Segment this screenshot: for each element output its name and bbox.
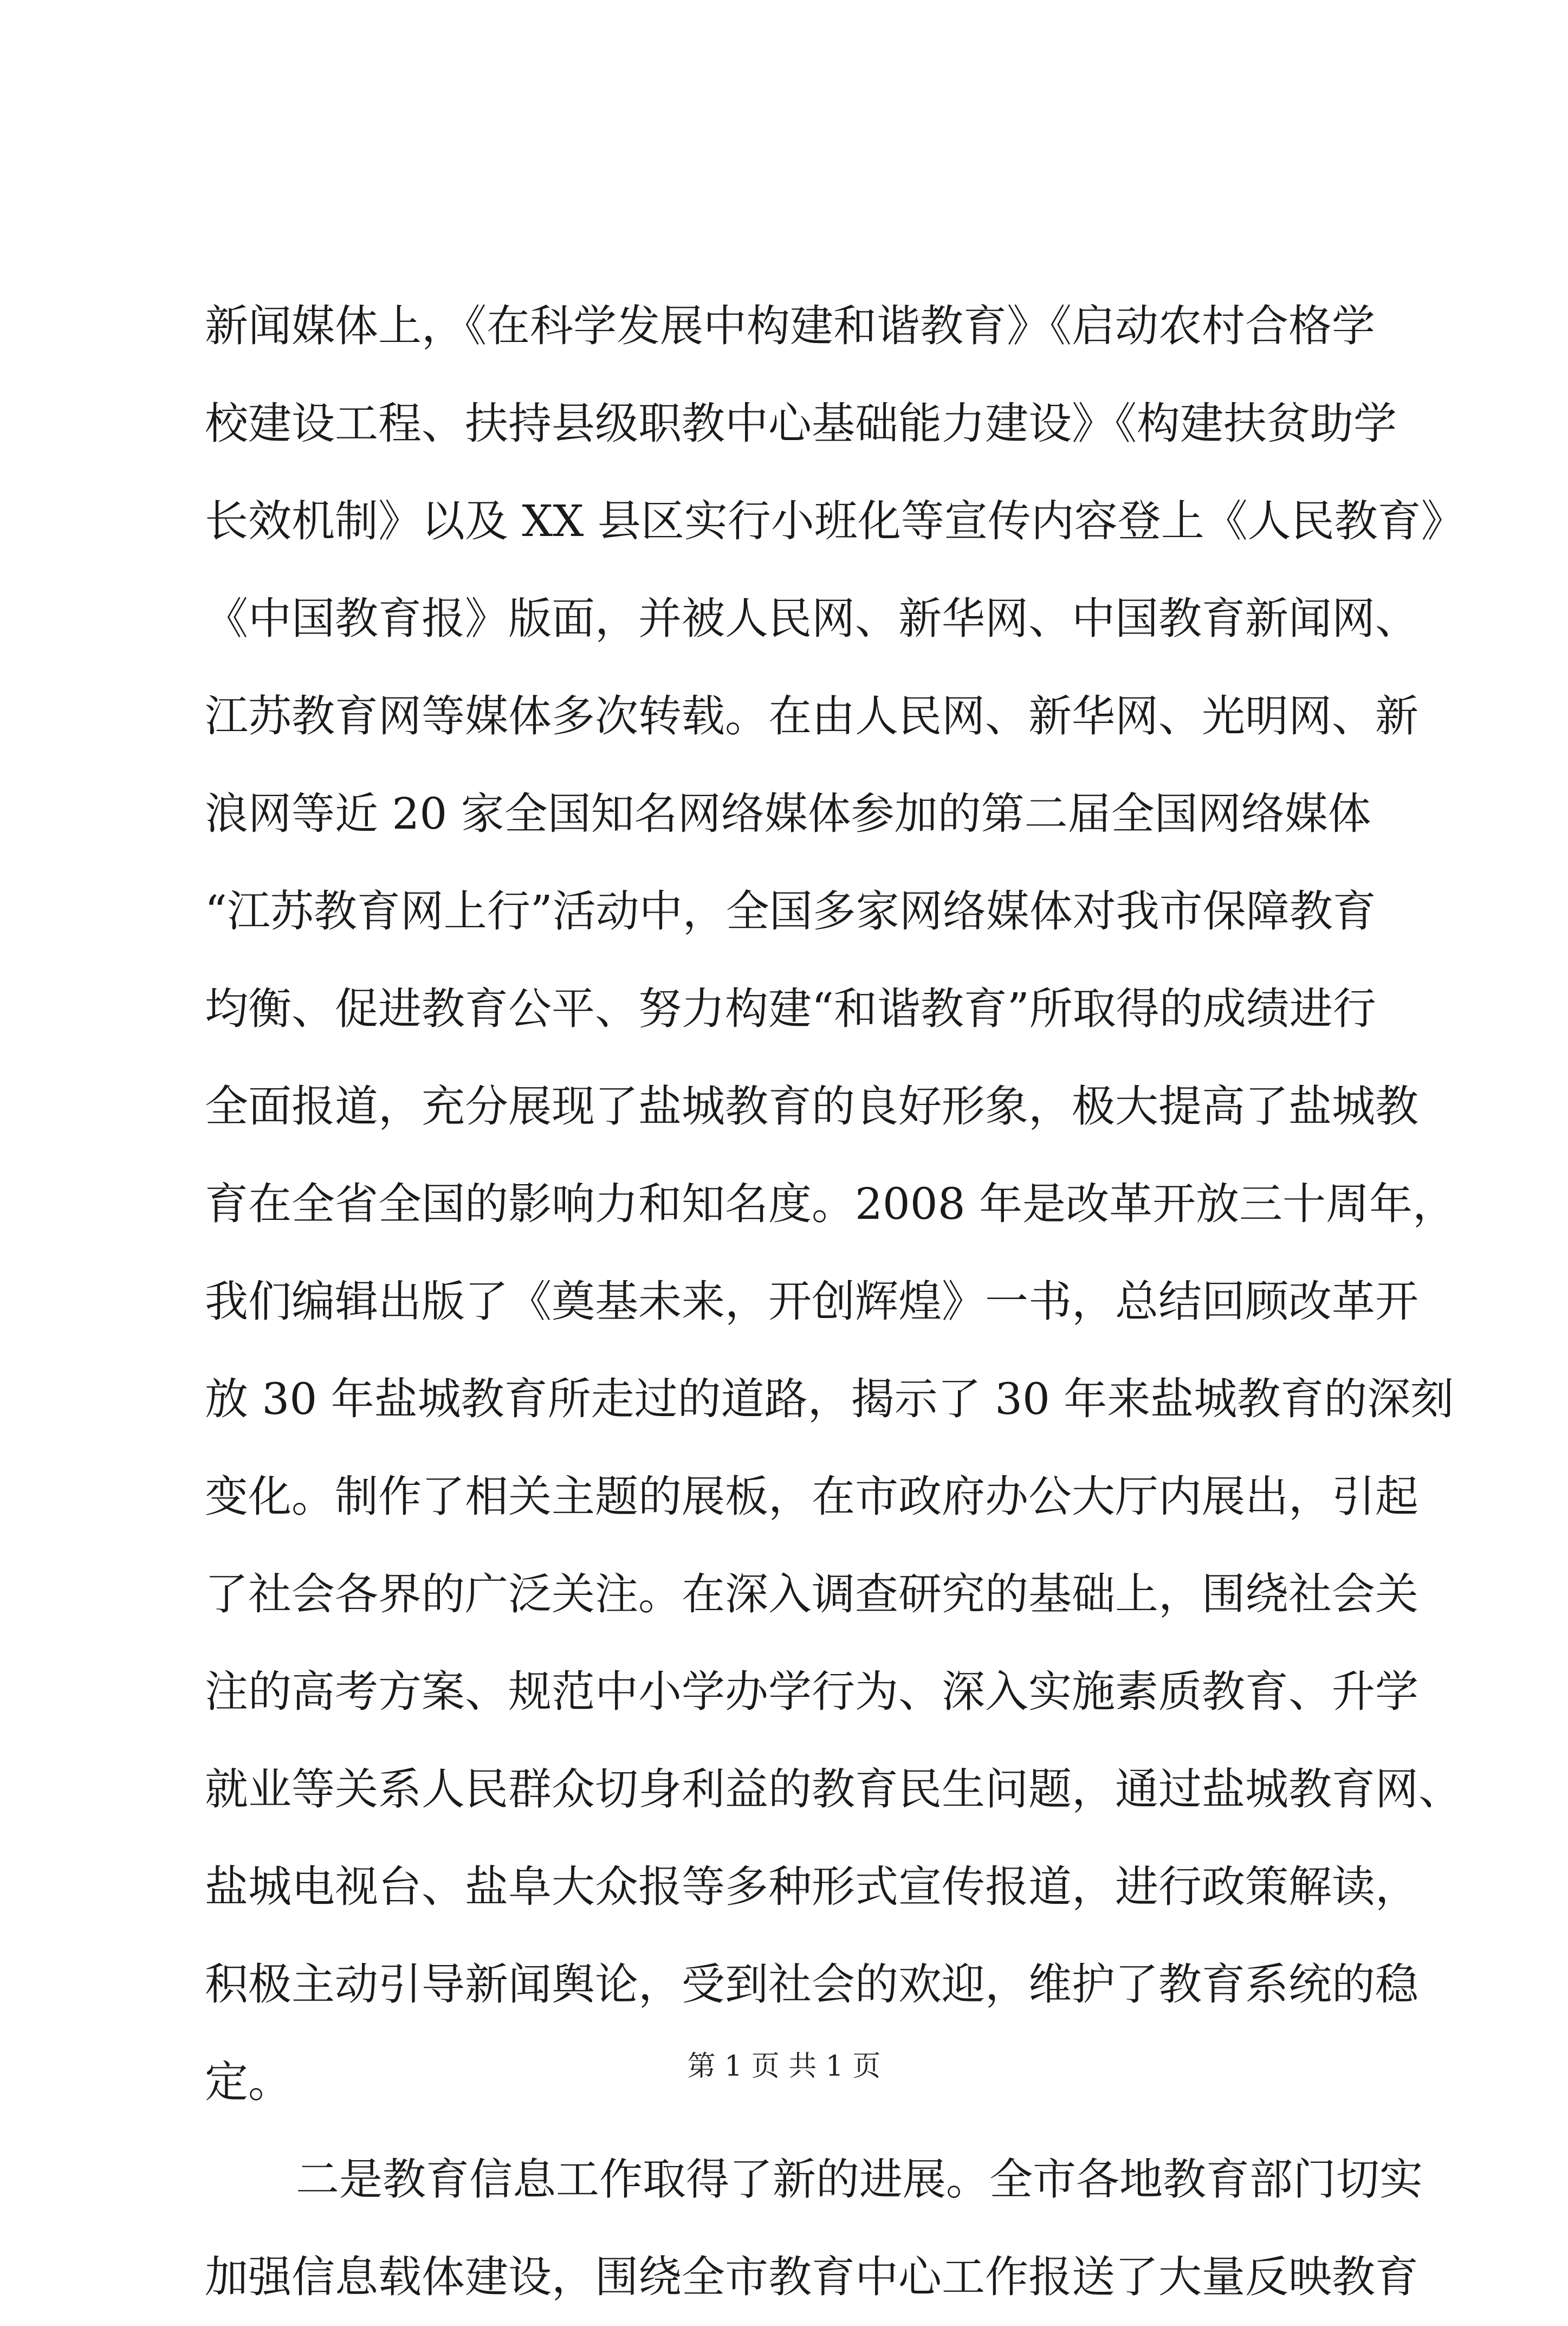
text-line: “江苏教育网上行”活动中，全国多家网络媒体对我市保障教育 <box>205 886 1376 936</box>
text-line: 长效机制》以及 XX 县区实行小班化等宣传内容登上《人民教育》 <box>205 496 1465 546</box>
paragraph-first-line: 二是教育信息工作取得了新的进展。全市各地教育部门切实 <box>296 2154 1423 2205</box>
text-line: 就业等关系人民群众切身利益的教育民生问题，通过盐城教育网、 <box>205 1764 1462 1814</box>
text-line: 注的高考方案、规范中小学办学行为、深入实施素质教育、升学 <box>205 1666 1418 1717</box>
page-footer: 第 1 页 共 1 页 <box>687 2050 881 2083</box>
text-line: 浪网等近 20 家全国知名网络媒体参加的第二届全国网络媒体 <box>205 789 1371 839</box>
body-text <box>205 277 1465 2326</box>
text-line: 了社会各界的广泛关注。在深入调查研究的基础上，围绕社会关 <box>205 1569 1418 1619</box>
text-line: 《中国教育报》版面，并被人民网、新华网、中国教育新闻网、 <box>205 593 1418 644</box>
text-line: 加强信息载体建设，围绕全市教育中心工作报送了大量反映教育 <box>205 2252 1418 2302</box>
text-line: 均衡、促进教育公平、努力构建“和谐教育”所取得的成绩进行 <box>205 984 1376 1034</box>
text-line: 育在全省全国的影响力和知名度。2008 年是改革开放三十周年， <box>205 1179 1456 1229</box>
text-line: 变化。制作了相关主题的展板，在市政府办公大厅内展出，引起 <box>205 1471 1418 1522</box>
text-line: 定。 <box>205 2057 291 2107</box>
text-line: 校建设工程、扶持县级职教中心基础能力建设》《构建扶贫助学 <box>205 398 1397 449</box>
text-line: 新闻媒体上，《在科学发展中构建和谐教育》《启动农村合格学 <box>205 301 1375 351</box>
text-line: 积极主动引导新闻舆论，受到社会的欢迎，维护了教育系统的稳 <box>205 1959 1418 2010</box>
text-line: 盐城电视台、盐阜大众报等多种形式宣传报道，进行政策解读， <box>205 1862 1418 1912</box>
text-line: 我们编辑出版了《奠基未来，开创辉煌》一书，总结回顾改革开 <box>205 1276 1418 1327</box>
text-line: 放 30 年盐城教育所走过的道路，揭示了 30 年来盐城教育的深刻 <box>205 1374 1454 1424</box>
text-line: 江苏教育网等媒体多次转载。在由人民网、新华网、光明网、新 <box>205 691 1418 741</box>
text-line: 全面报道，充分展现了盐城教育的良好形象，极大提高了盐城教 <box>205 1081 1418 1132</box>
